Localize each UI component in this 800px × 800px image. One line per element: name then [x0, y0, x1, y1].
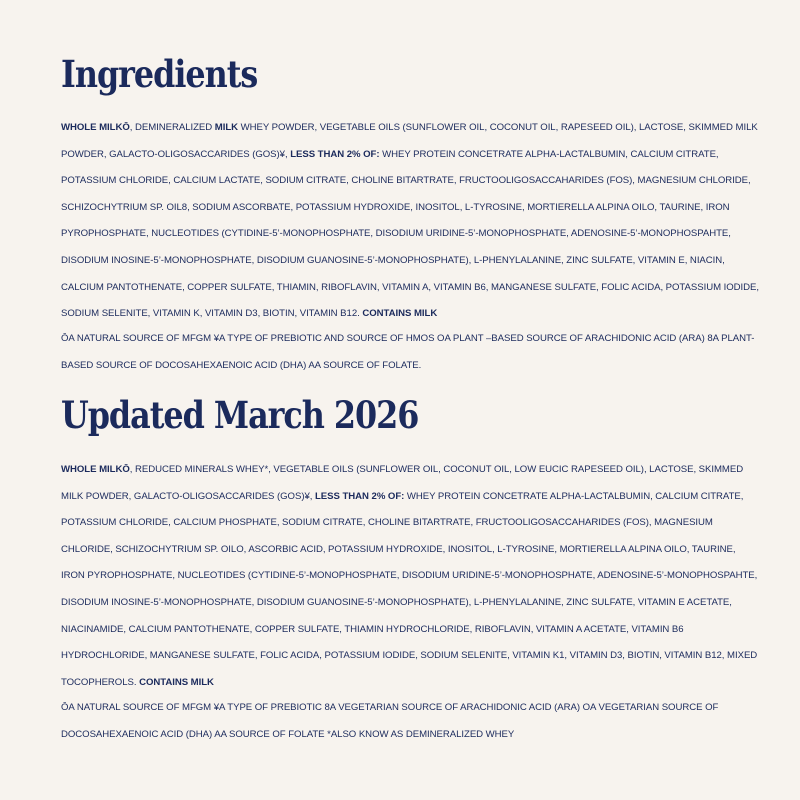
updated-title: Updated March 2026	[61, 393, 419, 437]
updated-footnote: ŌA NATURAL SOURCE OF MFGM ¥A TYPE OF PREBIOTIC 8A VEGETARIAN SOURCE OF ARACHIDONIC ACID (ARA) OA VEGETARIAN SOURCE OF DOCOSAHEXAENOIC ACID (DHA) AA SOURCE OF FOLATE *ALSO KNOW AS DEMINERALIZED WHEY	[61, 702, 719, 740]
text-run: , DEMINERALIZED	[129, 122, 215, 133]
text-run: WHEY POWDER, VEGETABLE OILS (SUNFLOWER OIL, COCONUT OIL, RAPESEED OIL), LACTOSE, SKIMMED MILK POWDER, GALACTO-OLIGOSACCARIDES (GOS)¥,	[61, 122, 758, 160]
bold-text-run: WHOLE MILKŌ	[61, 122, 130, 133]
text-run: WHEY PROTEIN CONCETRATE ALPHA-LACTALBUMIN, CALCIUM CITRATE, POTASSIUM CHLORIDE, CALCIUM PHOSPHATE, SODIUM CITRATE, CHOLINE BITARTRATE, FRUCTOOLIGOSACCAHARIDES (FOS), MAGNESIUM CHLORIDE, SCHIZOCHYTRIUM SP. OILO, ASCORBIC ACID, POTASSIUM HYDROXIDE, INOSITOL, L-TYROSINE, MORTIERELLA ALPINA OILO, TAURINE, IRON PYROPHOSPHATE, NUCLEOTIDES (CYTIDINE-5’-MONOPHOSPHATE, DISODIUM URIDINE-5’-MONOPHOSPHATE, ADENOSINE-5’-MONOPHOSPAHTE, DISODIUM INOSINE-5’-MONOPHOSPHATE, DISODIUM GUANOSINE-5’-MONOPHOSPHATE), L-PHENYLALANINE, ZINC SULFATE, VITAMIN E ACETATE, NIACINAMIDE, CALCIUM PANTOTHENATE, COPPER SULFATE, THIAMIN HYDROCHLORIDE, RIBOFLAVIN, VITAMIN A ACETATE, VITAMIN B6 HYDROCHLORIDE, MANGANESE SULFATE, FOLIC ACIDA, POTASSIUM IODIDE, SODIUM SELENITE, VITAMIN K1, VITAMIN D3, BIOTIN, VITAMIN B12, MIXED TOCOPHEROLS.	[61, 490, 758, 688]
bold-text-run: CONTAINS MILK	[362, 308, 438, 320]
bold-text-run: LESS THAN 2% OF:	[290, 148, 380, 160]
ingredients-footnote: ŌA NATURAL SOURCE OF MFGM ¥A TYPE OF PREBIOTIC AND SOURCE OF HMOS OA PLANT –BASED SOURCE OF ARACHIDONIC ACID (ARA) 8A PLANT-BASED SOURCE OF DOCOSAHEXAENOIC ACID (DHA) AA SOURCE OF FOLATE.	[61, 333, 755, 371]
updated-ingredients-list	[61, 457, 761, 696]
text-run: WHEY PROTEIN CONCETRATE ALPHA-LACTALBUMIN, CALCIUM CITRATE, POTASSIUM CHLORIDE, CALCIUM LACTATE, SODIUM CITRATE, CHOLINE BITARTRATE, FRUCTOOLIGOSACCAHARIDES (FOS), MAGNESIUM CHLORIDE, SCHIZOCHYTRIUM SP. OIL8, SODIUM ASCORBATE, POTASSIUM HYDROXIDE, INOSITOL, L-TYROSINE, MORTIERELLA ALPINA OILO, TAURINE, IRON PYROPHOSPHATE, NUCLEOTIDES (CYTIDINE-5’-MONOPHOSPHATE, DISODIUM URIDINE-5’-MONOPHOSPHATE, ADENOSINE-5’-MONOPHOSPAHTE, DISODIUM INOSINE-5’-MONOPHOSPHATE, DISODIUM GUANOSINE-5’-MONOPHOSPHATE), L-PHENYLALANINE, ZINC SULFATE, VITAMIN E, NIACIN, CALCIUM PANTOTHENATE, COPPER SULFATE, THIAMIN, RIBOFLAVIN, VITAMIN A, VITAMIN B6, MANGANESE SULFATE, FOLIC ACIDA, POTASSIUM IODIDE, SODIUM SELENITE, VITAMIN K, VITAMIN D3, BIOTIN, VITAMIN B12.	[61, 148, 759, 320]
bold-text-run: CONTAINS MILK	[139, 676, 214, 688]
ingredients-list	[61, 115, 761, 328]
bold-text-run: WHOLE MILKŌ	[61, 464, 130, 475]
bold-text-run: MILK	[214, 122, 239, 133]
bold-text-run: LESS THAN 2% OF:	[315, 490, 405, 502]
ingredients-title: Ingredients	[61, 52, 258, 96]
text-run: , REDUCED MINERALS WHEY*, VEGETABLE OILS (SUNFLOWER OIL, COCONUT OIL, LOW EUCIC RAPESEED OIL), LACTOSE, SKIMMED MILK POWDER, GALACTO-OLIGOSACCARIDES (GOS)¥,	[61, 464, 744, 502]
